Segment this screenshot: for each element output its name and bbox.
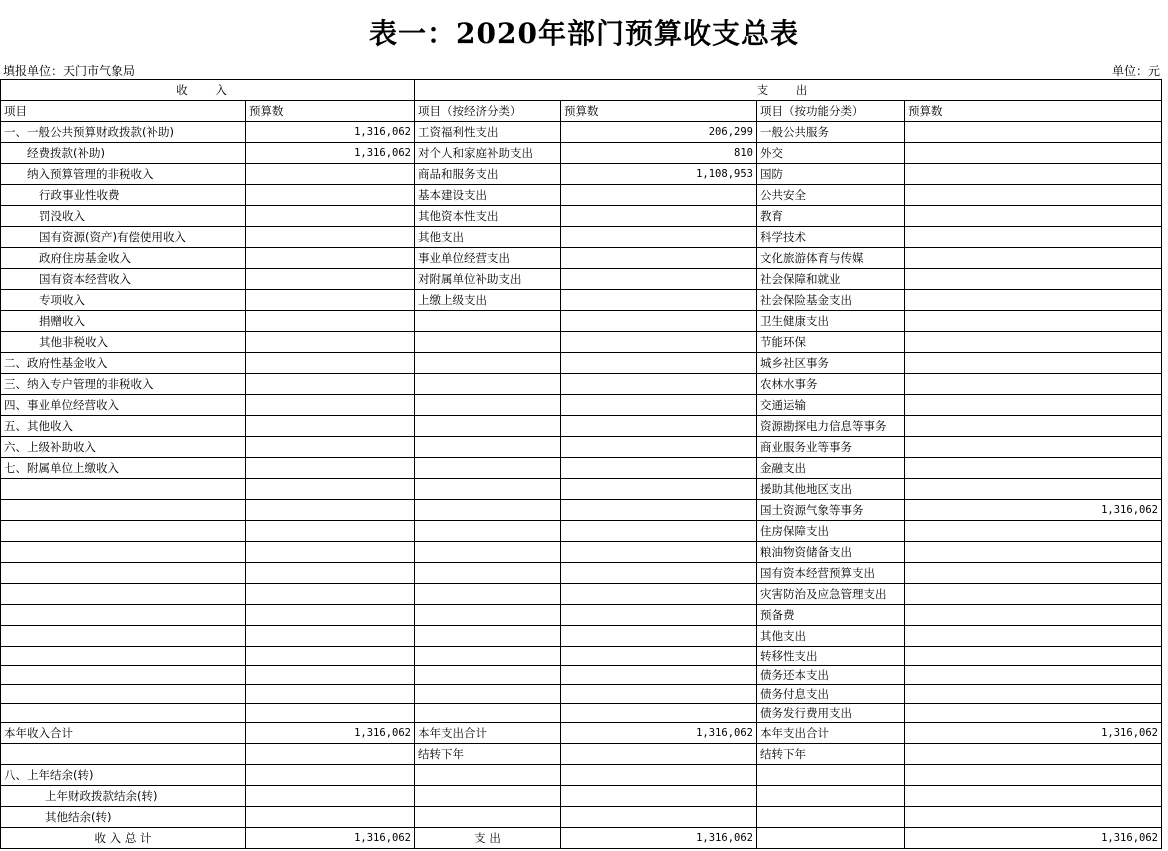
cell-econ-amount: 810 (561, 143, 757, 164)
table-row (1, 542, 1162, 563)
cell-econ-item: 本年支出合计 (415, 723, 561, 744)
table-row (1, 311, 1162, 332)
currency-unit: 单位：元 (1111, 64, 1160, 78)
cell-func-item: 公共安全 (757, 185, 905, 206)
cell-income-item (1, 605, 246, 626)
cell-func-item: 住房保障支出 (757, 521, 905, 542)
cell-income-amount (246, 311, 415, 332)
header-income-item: 项目 (1, 101, 246, 122)
cell-econ-amount (561, 647, 757, 666)
cell-econ-amount: 1,316,062 (561, 828, 757, 849)
cell-econ-item: 对个人和家庭补助支出 (415, 143, 561, 164)
cell-econ-amount (561, 416, 757, 437)
cell-income-item: 一、一般公共预算财政拨款(补助) (1, 122, 246, 143)
table-row (1, 723, 1162, 744)
table-row (1, 563, 1162, 584)
cell-econ-amount (561, 666, 757, 685)
cell-econ-amount (561, 290, 757, 311)
cell-income-item: 本年收入合计 (1, 723, 246, 744)
cell-income-amount: 1,316,062 (246, 723, 415, 744)
cell-econ-item: 支 出 (415, 828, 561, 849)
cell-func-amount (905, 685, 1162, 704)
cell-income-amount (246, 605, 415, 626)
cell-func-amount (905, 704, 1162, 723)
cell-econ-amount (561, 206, 757, 227)
header-func-amount: 预算数 (905, 101, 1162, 122)
cell-econ-amount (561, 311, 757, 332)
cell-econ-item: 对附属单位补助支出 (415, 269, 561, 290)
cell-func-item: 国防 (757, 164, 905, 185)
cell-econ-amount (561, 374, 757, 395)
table-row (1, 227, 1162, 248)
cell-func-amount (905, 542, 1162, 563)
cell-income-amount (246, 647, 415, 666)
cell-econ-item (415, 807, 561, 828)
table-row (1, 500, 1162, 521)
table-row (1, 765, 1162, 786)
cell-func-amount (905, 311, 1162, 332)
table-row (1, 458, 1162, 479)
cell-econ-item (415, 458, 561, 479)
cell-econ-item (415, 521, 561, 542)
cell-income-item: 上年财政拨款结余(转) (1, 786, 246, 807)
cell-econ-item (415, 704, 561, 723)
cell-income-amount (246, 416, 415, 437)
cell-econ-item (415, 765, 561, 786)
table-row (1, 685, 1162, 704)
cell-income-amount (246, 269, 415, 290)
cell-func-amount (905, 269, 1162, 290)
header-econ-amount: 预算数 (561, 101, 757, 122)
cell-income-amount (246, 704, 415, 723)
cell-func-amount (905, 374, 1162, 395)
cell-func-item: 转移性支出 (757, 647, 905, 666)
cell-func-item: 灾害防治及应急管理支出 (757, 584, 905, 605)
cell-income-item: 八、上年结余(转) (1, 765, 246, 786)
table-row (1, 206, 1162, 227)
cell-func-amount: 1,316,062 (905, 500, 1162, 521)
cell-func-item: 债务付息支出 (757, 685, 905, 704)
cell-func-item: 社会保险基金支出 (757, 290, 905, 311)
table-row (1, 828, 1162, 849)
reporting-unit: 填报单位：天门市气象局 (3, 64, 136, 78)
cell-econ-item: 工资福利性支出 (415, 122, 561, 143)
cell-econ-item: 上缴上级支出 (415, 290, 561, 311)
cell-func-item: 结转下年 (757, 744, 905, 765)
cell-func-amount (905, 395, 1162, 416)
cell-econ-item: 事业单位经营支出 (415, 248, 561, 269)
cell-func-amount (905, 807, 1162, 828)
cell-income-item (1, 647, 246, 666)
cell-func-item: 预备费 (757, 605, 905, 626)
cell-income-amount (246, 584, 415, 605)
cell-econ-amount (561, 542, 757, 563)
cell-income-amount: 1,316,062 (246, 122, 415, 143)
cell-econ-amount: 206,299 (561, 122, 757, 143)
cell-func-amount (905, 122, 1162, 143)
cell-func-amount (905, 164, 1162, 185)
cell-income-amount (246, 626, 415, 647)
table-row (1, 666, 1162, 685)
cell-income-item: 六、上级补助收入 (1, 437, 246, 458)
cell-income-item (1, 666, 246, 685)
cell-income-item (1, 563, 246, 584)
cell-func-amount (905, 458, 1162, 479)
cell-income-item: 五、其他收入 (1, 416, 246, 437)
cell-econ-amount (561, 269, 757, 290)
cell-income-amount (246, 206, 415, 227)
cell-income-amount (246, 248, 415, 269)
cell-income-item (1, 521, 246, 542)
table-row (1, 704, 1162, 723)
cell-econ-amount (561, 395, 757, 416)
cell-econ-item (415, 374, 561, 395)
cell-econ-item (415, 605, 561, 626)
cell-func-amount (905, 584, 1162, 605)
header-income-amount: 预算数 (246, 101, 415, 122)
cell-econ-amount (561, 185, 757, 206)
table-row (1, 626, 1162, 647)
table-row (1, 374, 1162, 395)
cell-income-item: 行政事业性收费 (1, 185, 246, 206)
cell-func-amount (905, 185, 1162, 206)
cell-income-item: 专项收入 (1, 290, 246, 311)
cell-income-item: 国有资本经营收入 (1, 269, 246, 290)
table-row (1, 479, 1162, 500)
cell-func-item (757, 786, 905, 807)
cell-func-amount (905, 626, 1162, 647)
cell-income-amount (246, 786, 415, 807)
cell-func-item (757, 807, 905, 828)
table-row (1, 395, 1162, 416)
cell-func-amount (905, 744, 1162, 765)
cell-income-amount (246, 807, 415, 828)
cell-econ-amount (561, 500, 757, 521)
cell-func-amount (905, 353, 1162, 374)
cell-func-amount (905, 521, 1162, 542)
cell-func-item: 国有资本经营预算支出 (757, 563, 905, 584)
cell-econ-item: 其他资本性支出 (415, 206, 561, 227)
cell-econ-amount (561, 332, 757, 353)
table-row (1, 332, 1162, 353)
cell-func-amount (905, 765, 1162, 786)
cell-income-amount (246, 666, 415, 685)
cell-func-item: 交通运输 (757, 395, 905, 416)
cell-econ-amount (561, 744, 757, 765)
cell-econ-amount (561, 786, 757, 807)
cell-income-amount (246, 744, 415, 765)
cell-econ-amount (561, 458, 757, 479)
cell-income-item (1, 626, 246, 647)
table-row (1, 647, 1162, 666)
cell-func-item: 科学技术 (757, 227, 905, 248)
cell-econ-amount (561, 437, 757, 458)
cell-income-item: 收 入 总 计 (1, 828, 246, 849)
table-row (1, 786, 1162, 807)
table-row (1, 807, 1162, 828)
cell-econ-amount (561, 227, 757, 248)
table-row (1, 353, 1162, 374)
budget-table (0, 79, 1162, 849)
cell-econ-item: 商品和服务支出 (415, 164, 561, 185)
cell-econ-amount (561, 248, 757, 269)
cell-econ-item (415, 479, 561, 500)
cell-func-item: 外交 (757, 143, 905, 164)
cell-income-amount (246, 395, 415, 416)
cell-econ-item (415, 563, 561, 584)
cell-func-amount (905, 248, 1162, 269)
cell-income-amount (246, 374, 415, 395)
cell-econ-item (415, 353, 561, 374)
table-row (1, 584, 1162, 605)
cell-func-item: 债务还本支出 (757, 666, 905, 685)
cell-econ-item (415, 542, 561, 563)
cell-income-item: 其他结余(转) (1, 807, 246, 828)
cell-func-amount (905, 332, 1162, 353)
cell-income-amount (246, 332, 415, 353)
cell-func-item: 金融支出 (757, 458, 905, 479)
cell-func-item: 其他支出 (757, 626, 905, 647)
cell-func-item: 国土资源气象等事务 (757, 500, 905, 521)
cell-func-amount (905, 290, 1162, 311)
cell-func-amount (905, 666, 1162, 685)
cell-income-amount (246, 290, 415, 311)
cell-func-item (757, 765, 905, 786)
cell-income-amount (246, 227, 415, 248)
cell-econ-item (415, 395, 561, 416)
cell-econ-amount: 1,108,953 (561, 164, 757, 185)
cell-func-item: 援助其他地区支出 (757, 479, 905, 500)
cell-econ-amount (561, 626, 757, 647)
cell-income-amount (246, 542, 415, 563)
cell-income-item: 罚没收入 (1, 206, 246, 227)
cell-econ-amount: 1,316,062 (561, 723, 757, 744)
cell-econ-item (415, 647, 561, 666)
cell-income-item: 三、纳入专户管理的非税收入 (1, 374, 246, 395)
header-func-item: 项目（按功能分类） (757, 101, 905, 122)
cell-func-amount (905, 563, 1162, 584)
cell-econ-amount (561, 563, 757, 584)
cell-econ-item (415, 332, 561, 353)
table-row (1, 290, 1162, 311)
cell-econ-amount (561, 704, 757, 723)
cell-income-item: 七、附属单位上缴收入 (1, 458, 246, 479)
cell-income-item (1, 500, 246, 521)
cell-econ-item (415, 786, 561, 807)
cell-func-item: 城乡社区事务 (757, 353, 905, 374)
cell-income-amount (246, 765, 415, 786)
header-econ-item: 项目（按经济分类） (415, 101, 561, 122)
cell-econ-amount (561, 685, 757, 704)
cell-income-item: 经费拨款(补助) (1, 143, 246, 164)
cell-func-amount (905, 605, 1162, 626)
cell-func-item: 商业服务业等事务 (757, 437, 905, 458)
cell-econ-amount (561, 605, 757, 626)
cell-func-item: 资源勘探电力信息等事务 (757, 416, 905, 437)
cell-func-amount (905, 479, 1162, 500)
cell-econ-item (415, 685, 561, 704)
cell-income-item (1, 584, 246, 605)
cell-econ-amount (561, 521, 757, 542)
table-row (1, 185, 1162, 206)
cell-func-item: 一般公共服务 (757, 122, 905, 143)
cell-income-amount (246, 353, 415, 374)
table-row (1, 248, 1162, 269)
cell-func-item: 农林水事务 (757, 374, 905, 395)
cell-func-item: 粮油物资储备支出 (757, 542, 905, 563)
cell-income-item: 纳入预算管理的非税收入 (1, 164, 246, 185)
cell-income-item: 二、政府性基金收入 (1, 353, 246, 374)
table-row (1, 164, 1162, 185)
table-row (1, 269, 1162, 290)
cell-income-item (1, 685, 246, 704)
cell-income-item (1, 704, 246, 723)
cell-func-amount (905, 786, 1162, 807)
cell-econ-amount (561, 584, 757, 605)
table-row (1, 416, 1162, 437)
cell-income-amount (246, 479, 415, 500)
cell-func-amount: 1,316,062 (905, 828, 1162, 849)
cell-income-amount (246, 185, 415, 206)
cell-income-amount (246, 521, 415, 542)
cell-income-amount (246, 500, 415, 521)
income-section-header: 收 入 (1, 80, 415, 101)
cell-func-item: 文化旅游体育与传媒 (757, 248, 905, 269)
cell-income-item: 四、事业单位经营收入 (1, 395, 246, 416)
cell-func-amount (905, 416, 1162, 437)
cell-econ-item (415, 584, 561, 605)
cell-econ-item: 其他支出 (415, 227, 561, 248)
cell-func-item: 社会保障和就业 (757, 269, 905, 290)
cell-income-amount (246, 563, 415, 584)
cell-func-item: 本年支出合计 (757, 723, 905, 744)
cell-income-amount: 1,316,062 (246, 828, 415, 849)
cell-income-item: 其他非税收入 (1, 332, 246, 353)
cell-income-amount: 1,316,062 (246, 143, 415, 164)
cell-func-amount (905, 647, 1162, 666)
cell-func-item: 债务发行费用支出 (757, 704, 905, 723)
cell-econ-item (415, 666, 561, 685)
cell-econ-item (415, 311, 561, 332)
cell-func-item (757, 828, 905, 849)
cell-func-item: 卫生健康支出 (757, 311, 905, 332)
cell-econ-item (415, 626, 561, 647)
cell-econ-amount (561, 479, 757, 500)
table-row (1, 437, 1162, 458)
cell-econ-amount (561, 353, 757, 374)
cell-income-item: 国有资源(资产)有偿使用收入 (1, 227, 246, 248)
cell-func-amount: 1,316,062 (905, 723, 1162, 744)
table-row (1, 744, 1162, 765)
cell-income-item (1, 744, 246, 765)
cell-income-amount (246, 458, 415, 479)
table-row (1, 521, 1162, 542)
cell-func-amount (905, 437, 1162, 458)
cell-econ-item: 结转下年 (415, 744, 561, 765)
cell-income-item: 捐赠收入 (1, 311, 246, 332)
table-title: 表一：2020年部门预算收支总表 (369, 17, 799, 50)
cell-econ-amount (561, 807, 757, 828)
cell-income-amount (246, 437, 415, 458)
cell-func-amount (905, 143, 1162, 164)
cell-econ-item (415, 416, 561, 437)
cell-func-item: 教育 (757, 206, 905, 227)
cell-func-item: 节能环保 (757, 332, 905, 353)
cell-econ-item: 基本建设支出 (415, 185, 561, 206)
cell-econ-amount (561, 765, 757, 786)
table-row (1, 143, 1162, 164)
table-row (1, 122, 1162, 143)
cell-income-amount (246, 164, 415, 185)
cell-income-item (1, 542, 246, 563)
cell-income-item (1, 479, 246, 500)
cell-func-amount (905, 206, 1162, 227)
cell-income-item: 政府住房基金收入 (1, 248, 246, 269)
expense-section-header: 支 出 (415, 80, 1162, 101)
cell-econ-item (415, 500, 561, 521)
cell-func-amount (905, 227, 1162, 248)
table-row (1, 605, 1162, 626)
cell-income-amount (246, 685, 415, 704)
cell-econ-item (415, 437, 561, 458)
